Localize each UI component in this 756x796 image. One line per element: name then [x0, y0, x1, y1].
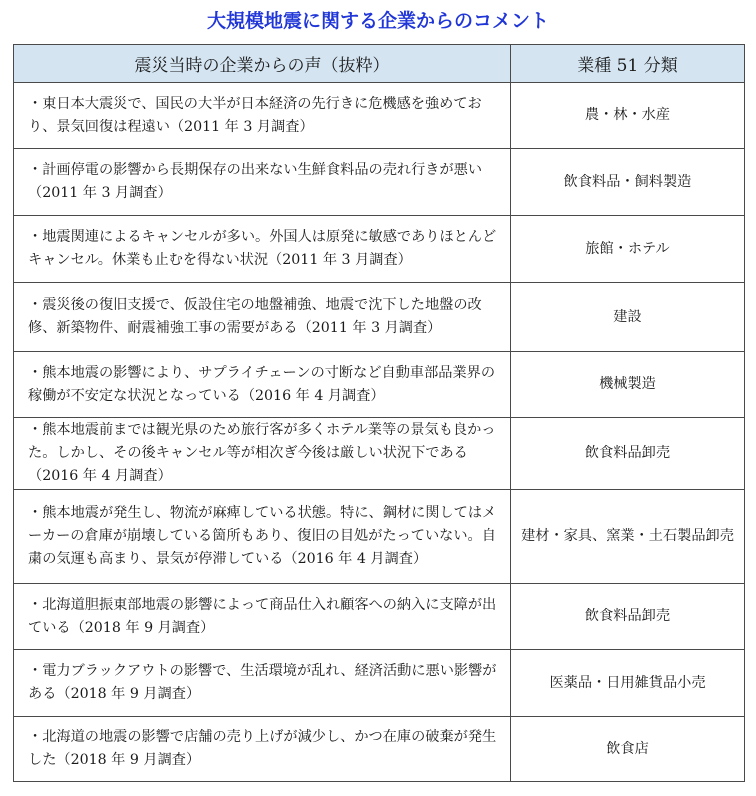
header-industry: 業種 51 分類: [511, 45, 745, 83]
industry-cell: 飲食料品卸売: [511, 418, 745, 490]
comment-cell: ・北海道の地震の影響で店舗の売り上げが減少し、かつ在庫の破棄が発生した（2018 年 9 月調査）: [14, 717, 511, 782]
comment-cell: ・熊本地震の影響により、サプライチェーンの寸断など自動車部品業界の稼働が不安定な状況となっている（2016 年 4 月調査）: [14, 352, 511, 418]
industry-cell: 飲食店: [511, 717, 745, 782]
table-row: [14, 149, 745, 216]
table-row: [14, 418, 745, 490]
comment-cell: ・東日本大震災で、国民の大半が日本経済の先行きに危機感を強めており、景気回復は程遠い（2011 年 3 月調査）: [14, 83, 511, 149]
comment-cell: ・北海道胆振東部地震の影響によって商品仕入れ顧客への納入に支障が出ている（2018 年 9 月調査）: [14, 584, 511, 650]
table-row: [14, 650, 745, 717]
table-row: [14, 490, 745, 584]
industry-cell: 飲食料品・飼料製造: [511, 149, 745, 216]
industry-cell: 医薬品・日用雑貨品小売: [511, 650, 745, 717]
table-row: [14, 717, 745, 782]
table-header-row: [14, 45, 745, 83]
page-title: 大規模地震に関する企業からのコメント: [206, 10, 549, 32]
comment-cell: ・熊本地震が発生し、物流が麻痺している状態。特に、鋼材に関してはメーカーの倉庫が崩壊している箇所もあり、復旧の目処がたっていない。自粛の気運も高まり、景気が停滞している（2016 年 4 月調査）: [14, 490, 511, 584]
table-row: [14, 352, 745, 418]
comment-cell: ・計画停電の影響から長期保存の出来ない生鮮食料品の売れ行きが悪い（2011 年 3 月調査）: [14, 149, 511, 216]
table-row: [14, 584, 745, 650]
industry-cell: 飲食料品卸売: [511, 584, 745, 650]
comment-cell: ・震災後の復旧支援で、仮設住宅の地盤補強、地震で沈下した地盤の改修、新築物件、耐震補強工事の需要がある（2011 年 3 月調査）: [14, 283, 511, 352]
industry-cell: 農・林・水産: [511, 83, 745, 149]
industry-cell: 建材・家具、窯業・土石製品卸売: [511, 490, 745, 584]
comment-cell: ・熊本地震前までは観光県のため旅行客が多くホテル業等の景気も良かった。しかし、その後キャンセル等が相次ぎ今後は厳しい状況下である（2016 年 4 月調査）: [14, 418, 511, 490]
table-row: [14, 83, 745, 149]
comment-cell: ・電力ブラックアウトの影響で、生活環境が乱れ、経済活動に悪い影響がある（2018 年 9 月調査）: [14, 650, 511, 717]
industry-cell: 建設: [511, 283, 745, 352]
table-row: [14, 283, 745, 352]
comment-cell: ・地震関連によるキャンセルが多い。外国人は原発に敏感でありほとんどキャンセル。休業も止むを得ない状況（2011 年 3 月調査）: [14, 216, 511, 283]
industry-cell: 機械製造: [511, 352, 745, 418]
industry-cell: 旅館・ホテル: [511, 216, 745, 283]
header-comment: 震災当時の企業からの声（抜粋）: [14, 45, 511, 83]
comments-table: [13, 44, 745, 782]
table-row: [14, 216, 745, 283]
